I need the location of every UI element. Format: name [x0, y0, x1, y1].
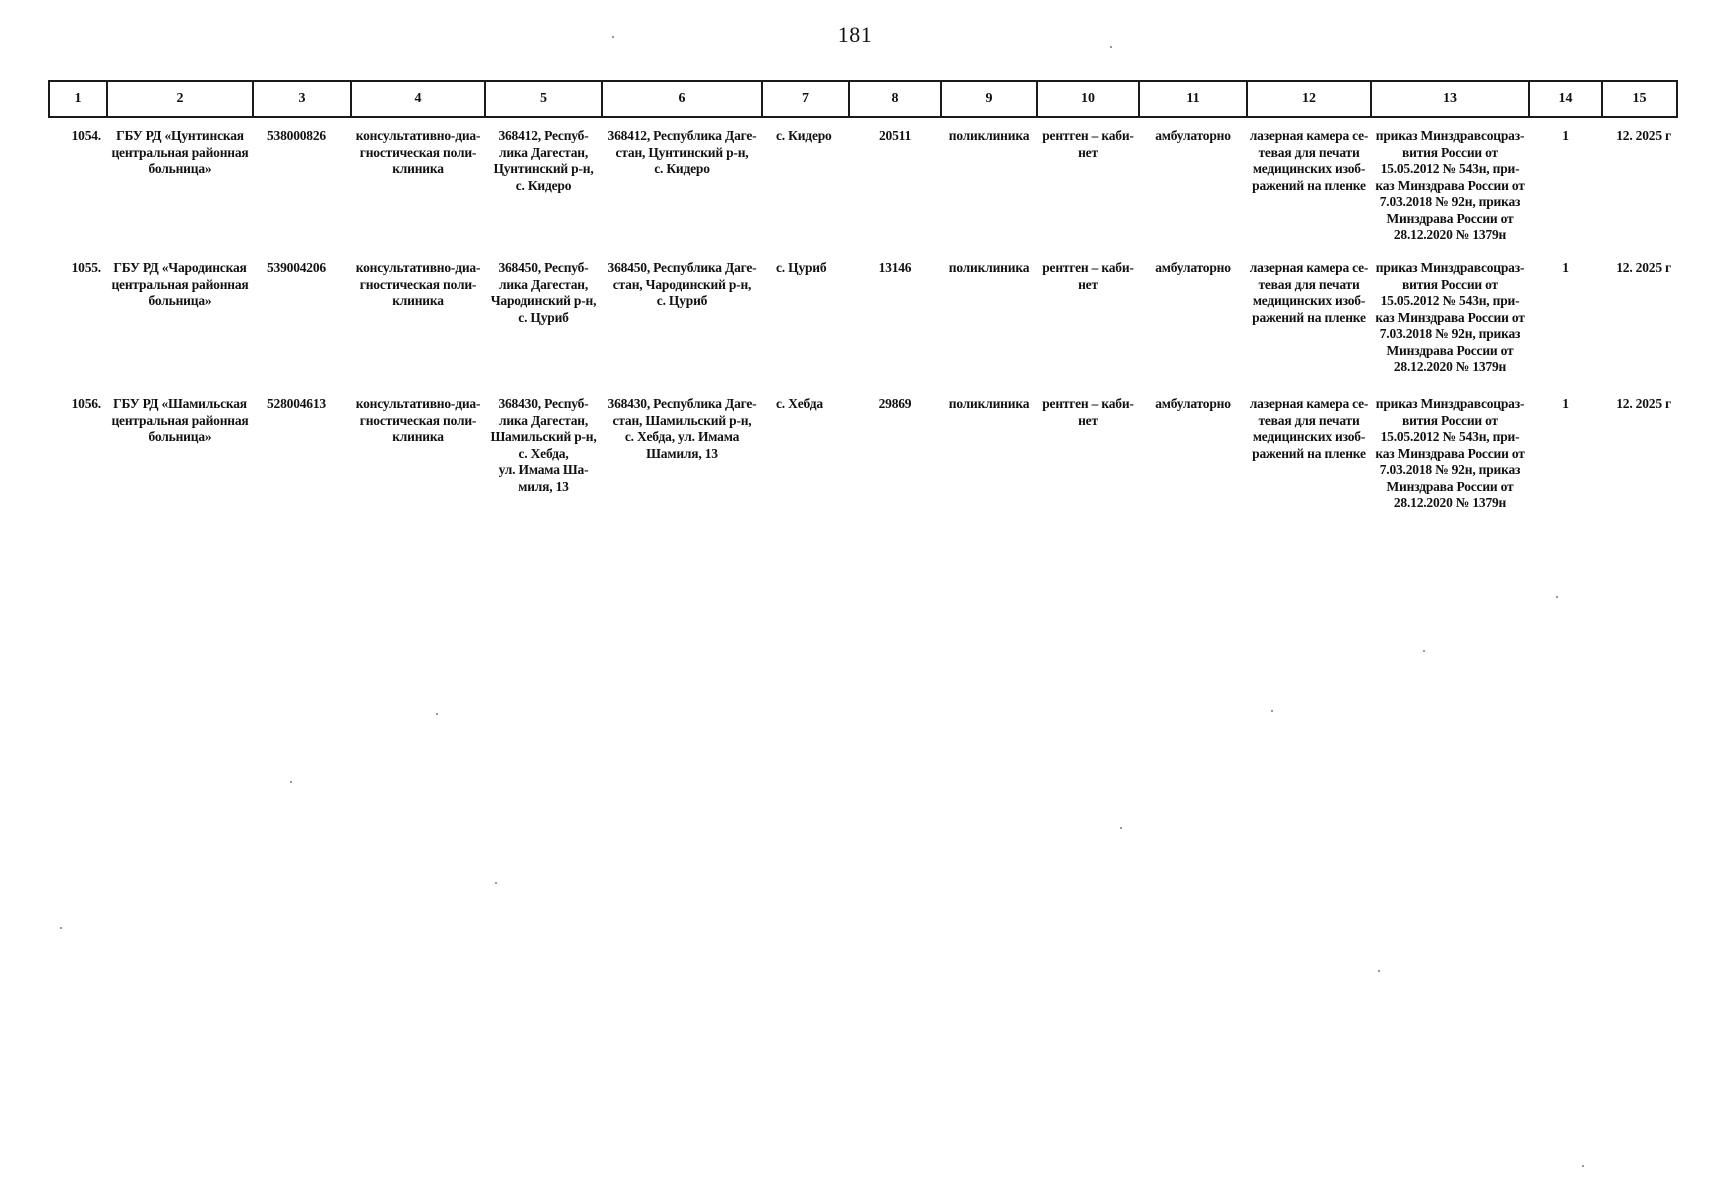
- care-mode-cell: амбулаторно: [1155, 260, 1231, 275]
- column-header: 3: [253, 81, 351, 117]
- care-mode-cell: амбулаторно: [1155, 396, 1231, 411]
- subdivision-cell: консультативно-диа- гностическая поли- клиника: [355, 128, 481, 176]
- scan-speck: [1378, 970, 1380, 972]
- column-header: 1: [49, 81, 107, 117]
- code-cell: 528004613: [267, 396, 326, 411]
- legal-address-cell: 368430, Респуб- лика Дагестан, Шамильский р-н, с. Хебда, ул. Имама Ша- миля, 13: [490, 396, 597, 494]
- scan-speck: [1120, 827, 1122, 829]
- quantity-cell: 1: [1562, 396, 1569, 411]
- scan-speck: [612, 36, 614, 38]
- column-header: 13: [1371, 81, 1529, 117]
- page-number: 181: [837, 22, 873, 47]
- regulation-cell: приказ Минздравсоцраз- вития России от 15.05.2012 № 543н, при- каз Минздрава России от 7.03.2018 № 92н, приказ Минздрава России от 28.12.2020 № 1379н: [1375, 396, 1525, 510]
- settlement-cell: с. Хебда: [776, 396, 823, 411]
- subdivision-cell: консультативно-диа- гностическая поли- клиника: [355, 396, 481, 444]
- scan-speck: [495, 882, 497, 884]
- equipment-table: [48, 80, 1678, 520]
- scan-speck: [436, 713, 438, 715]
- column-header: 12: [1247, 81, 1371, 117]
- regulation-cell: приказ Минздравсоцраз- вития России от 15.05.2012 № 543н, при- каз Минздрава России от 7.03.2018 № 92н, приказ Минздрава России от 28.12.2020 № 1379н: [1375, 260, 1525, 374]
- scan-speck: [1423, 650, 1425, 652]
- header-row: [49, 81, 1677, 117]
- table-row: [49, 384, 1677, 520]
- population-cell: 29869: [878, 396, 912, 411]
- quantity-cell: 1: [1562, 128, 1569, 143]
- column-header: 14: [1529, 81, 1602, 117]
- organization-cell: ГБУ РД «Чародинская центральная районная больница»: [111, 260, 249, 308]
- row-number: 1054.: [71, 128, 101, 143]
- facility-type-cell: поликлиника: [948, 128, 1030, 143]
- quantity-cell: 1: [1562, 260, 1569, 275]
- column-header: 8: [849, 81, 941, 117]
- room-cell: рентген – каби- нет: [1042, 128, 1134, 160]
- scan-speck: [1556, 596, 1558, 598]
- scan-speck: [1110, 46, 1112, 48]
- room-cell: рентген – каби- нет: [1042, 260, 1134, 292]
- row-number: 1055.: [71, 260, 101, 275]
- row-number: 1056.: [71, 396, 101, 411]
- code-cell: 539004206: [267, 260, 326, 275]
- equipment-cell: лазерная камера се- тевая для печати медицинских изоб- ражений на пленке: [1249, 128, 1369, 193]
- scan-speck: [1271, 710, 1273, 712]
- legal-address-cell: 368450, Респуб- лика Дагестан, Чародинский р-н, с. Цуриб: [490, 260, 597, 325]
- column-header: 7: [762, 81, 849, 117]
- subdivision-cell: консультативно-диа- гностическая поли- клиника: [355, 260, 481, 308]
- organization-cell: ГБУ РД «Цунтинская центральная районная больница»: [111, 128, 249, 176]
- table-row: [49, 117, 1677, 248]
- actual-address-cell: 368412, Республика Даге- стан, Цунтинский р-н, с. Кидеро: [607, 128, 757, 176]
- column-header: 9: [941, 81, 1037, 117]
- deadline-cell: 12. 2025 г: [1616, 128, 1671, 143]
- actual-address-cell: 368450, Республика Даге- стан, Чародинский р-н, с. Цуриб: [607, 260, 757, 308]
- organization-cell: ГБУ РД «Шамильская центральная районная больница»: [111, 396, 249, 444]
- column-header: 11: [1139, 81, 1247, 117]
- table-row: [49, 248, 1677, 384]
- column-header: 5: [485, 81, 602, 117]
- facility-type-cell: поликлиника: [948, 260, 1030, 275]
- column-header: 15: [1602, 81, 1677, 117]
- actual-address-cell: 368430, Республика Даге- стан, Шамильский р-н, с. Хебда, ул. Имама Шамиля, 13: [607, 396, 757, 461]
- equipment-cell: лазерная камера се- тевая для печати медицинских изоб- ражений на пленке: [1249, 396, 1369, 461]
- room-cell: рентген – каби- нет: [1042, 396, 1134, 428]
- column-header: 4: [351, 81, 485, 117]
- column-header: 2: [107, 81, 253, 117]
- column-header: 6: [602, 81, 762, 117]
- deadline-cell: 12. 2025 г: [1616, 260, 1671, 275]
- equipment-cell: лазерная камера се- тевая для печати медицинских изоб- ражений на пленке: [1249, 260, 1369, 325]
- code-cell: 538000826: [267, 128, 326, 143]
- population-cell: 13146: [878, 260, 912, 275]
- regulation-cell: приказ Минздравсоцраз- вития России от 15.05.2012 № 543н, при- каз Минздрава России от 7.03.2018 № 92н, приказ Минздрава России от 28.12.2020 № 1379н: [1375, 128, 1525, 242]
- scan-speck: [290, 781, 292, 783]
- facility-type-cell: поликлиника: [948, 396, 1030, 411]
- scan-speck: [60, 927, 62, 929]
- deadline-cell: 12. 2025 г: [1616, 396, 1671, 411]
- legal-address-cell: 368412, Респуб- лика Дагестан, Цунтинский р-н, с. Кидеро: [493, 128, 594, 193]
- settlement-cell: с. Кидеро: [776, 128, 832, 143]
- column-header: 10: [1037, 81, 1139, 117]
- population-cell: 20511: [878, 128, 911, 143]
- scan-speck: [1582, 1165, 1584, 1167]
- care-mode-cell: амбулаторно: [1155, 128, 1231, 143]
- settlement-cell: с. Цуриб: [776, 260, 827, 275]
